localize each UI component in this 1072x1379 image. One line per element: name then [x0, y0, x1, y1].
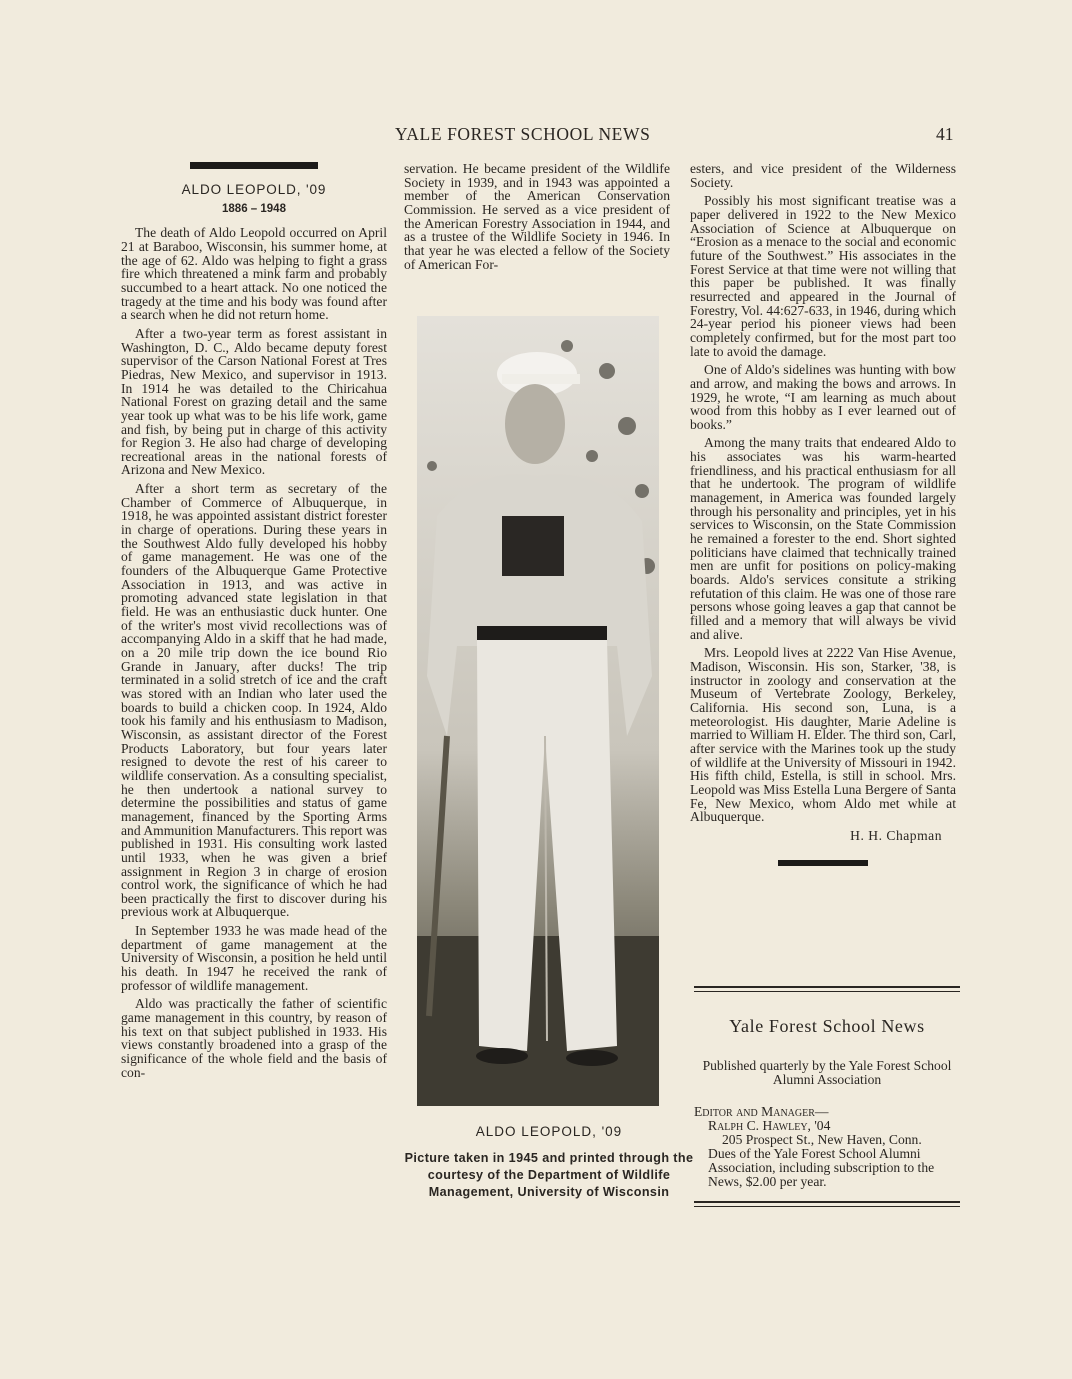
paragraph: Mrs. Leopold lives at 2222 Van Hise Avenue, Madison, Wisconsin. His son, Starker, '38, is instructor in zoology and conservation at the Museum of Vertebrate Zoology, Berkeley, California. His second son, Luna, is a meteorologist. His daughter, Marie Adeline is married to William H. Elder. The third son, Carl, after service with the Marines took up the study of wildlife at the University of Missouri in 1942. His fifth child, Estella, is still in school. Mrs. Leopold was Miss Estella Luna Bergere of Santa Fe, New Mexico, whom Aldo met while at Albuquerque.: [690, 645, 956, 825]
masthead-published: Published quarterly by the Yale Forest School Alumni Association: [702, 1058, 952, 1087]
dues-text: Dues of the Yale Forest School Alumni Association, including subscription to the News, $2.00 per year.: [708, 1146, 935, 1189]
end-rule: [778, 860, 868, 866]
article-dates: 1886 – 1948: [222, 202, 286, 215]
page-number: 41: [936, 124, 954, 144]
editor-label: Editor and Manager—: [694, 1104, 829, 1119]
paragraph: One of Aldo's sidelines was hunting with bow and arrow, and making the bows and arrows. In 1929, he wrote, “I am learning as much about wood from this hobby as I ever learned out of books.”: [690, 362, 956, 432]
paragraph: After a short term as secretary of the Chamber of Commerce of Albuquerque, in 1918, he was appointed assistant district forester in charge of operations. During these years in the Southwest Aldo fully developed his hobby of game management. He was one of the founders of the Albuquerque Game Protective Association in 1913, and was active in promoting advanced state legislation in that field. He was an enthusiastic duck hunter. One of the writer's most vivid recollections was of accompanying Aldo in a skiff that he had made, on a 20 mile trip down the ice bound Rio Grande in January, after ducks! The trip terminated in a solid stretch of ice and the craft was stored with an Indian who later used the boards to build a chicken coop. In 1924, Aldo took his family and his enthusiasm to Madison, Wisconsin, as assistant director of the Forest Products Laboratory, but four years later resigned to devote the rest of his career to wildlife conservation. As a consulting specialist, he then undertook a national survey to determine the possibilities and status of game management, financed by the Sporting Arms and Ammunition Manufacturers. This report was published in 1931. His consulting work lasted until 1933, when he was given a brief assignment in Region 3 in charge of erosion control work, the significance of which he had been practically the first to discover during his previous work at Albuquerque.: [121, 481, 387, 920]
paragraph: Aldo was practically the father of scientific game management in this country, by reason of his text on that subject published in 1933. His views constantly broadened into a grasp of the significance of the whole field and the basis of con-: [121, 996, 387, 1080]
paragraph: In September 1933 he was made head of the department of game management at the University of Wisconsin, a position he held until his death. In 1947 he received the rank of professor of wildlife management.: [121, 923, 387, 993]
masthead-top-rule: [694, 986, 960, 992]
article-title: ALDO LEOPOLD, '09: [181, 182, 327, 197]
paragraph: The death of Aldo Leopold occurred on April 21 at Baraboo, Wisconsin, his summer home, at the age of 62. Aldo was helping to fight a grass fire which threatened a mink farm and probably succumbed to a heart attack. No one noticed the tragedy at the time and his body was found after a search when he did not return home.: [121, 225, 387, 323]
article-column-3: [690, 162, 956, 866]
paragraph: esters, and vice president of the Wilderness Society.: [690, 161, 956, 190]
masthead-title: Yale Forest School News: [729, 1016, 925, 1036]
article-column-2: [404, 162, 670, 276]
photo-caption: [404, 1124, 694, 1201]
running-head: YALE FOREST SCHOOL NEWS: [395, 124, 651, 144]
caption-text: Picture taken in 1945 and printed through the courtesy of the Department of Wildlife Management, University of Wisconsin: [404, 1151, 694, 1199]
masthead-bottom-rule: [694, 1201, 960, 1207]
masthead-editor: [694, 1105, 960, 1189]
paragraph: After a two-year term as forest assistant in Washington, D. C., Aldo became deputy forest supervisor of the Carson National Forest at Tres Piedras, New Mexico, and supervisor in 1913. In 1914 he was detailed to the Chiricahua National Forest on grazing detail and the same year took up what was to be his life work, game and fish, by being put in charge of this activity for Region 3. He also had charge of developing recreational areas in the national forests of Arizona and New Mexico.: [121, 325, 387, 478]
paragraph: Among the many traits that endeared Aldo to his associates was his warm-hearted friendliness, and his practical enthusiasm for all that he undertook. The program of wildlife management, in America was founded largely through his personality and principles, yet in his services to Wisconsin, on the State Commission he remained a forester to the end. Short sighted politicians have claimed that technically trained men are unfit for positions on policy-making boards. Aldo's services consitute a striking refutation of this claim. He was one of those rare persons whose going leaves a gap that cannot be filled and a memory that will always be vivid and alive.: [690, 435, 956, 642]
editor-address: 205 Prospect St., New Haven, Conn.: [722, 1132, 922, 1147]
article-column-1: [121, 162, 387, 1084]
paragraph: Possibly his most significant treatise was a paper delivered in 1922 to the New Mexico Association of Science at Albuquerque on “Erosion as a menace to the social and economic future of the Southwest.” His associates in the Forest Service at that time were not willing that this paper be published. It was finally resurrected and appeared in the Journal of Forestry, Vol. 44:627-633, in 1946, during which 24-year period his pioneer views had been completely confirmed, but for the most part too late to avoid the damage.: [690, 193, 956, 359]
masthead-box: [694, 986, 960, 1207]
portrait-photo: [417, 316, 659, 1106]
editor-name: Ralph C. Hawley, '04: [708, 1118, 831, 1133]
caption-title: ALDO LEOPOLD, '09: [475, 1124, 623, 1139]
author-signature: H. H. Chapman: [850, 827, 942, 843]
title-rule: [190, 162, 318, 169]
paragraph: servation. He became president of the Wildlife Society in 1939, and in 1943 was appointed a member of the American Conservation Commission. He served as a vice president of the American Forestry Association in 1944, and as a trustee of the Wildlife Society in 1946. In that year he was elected a fellow of the Society of American For-: [404, 161, 670, 272]
